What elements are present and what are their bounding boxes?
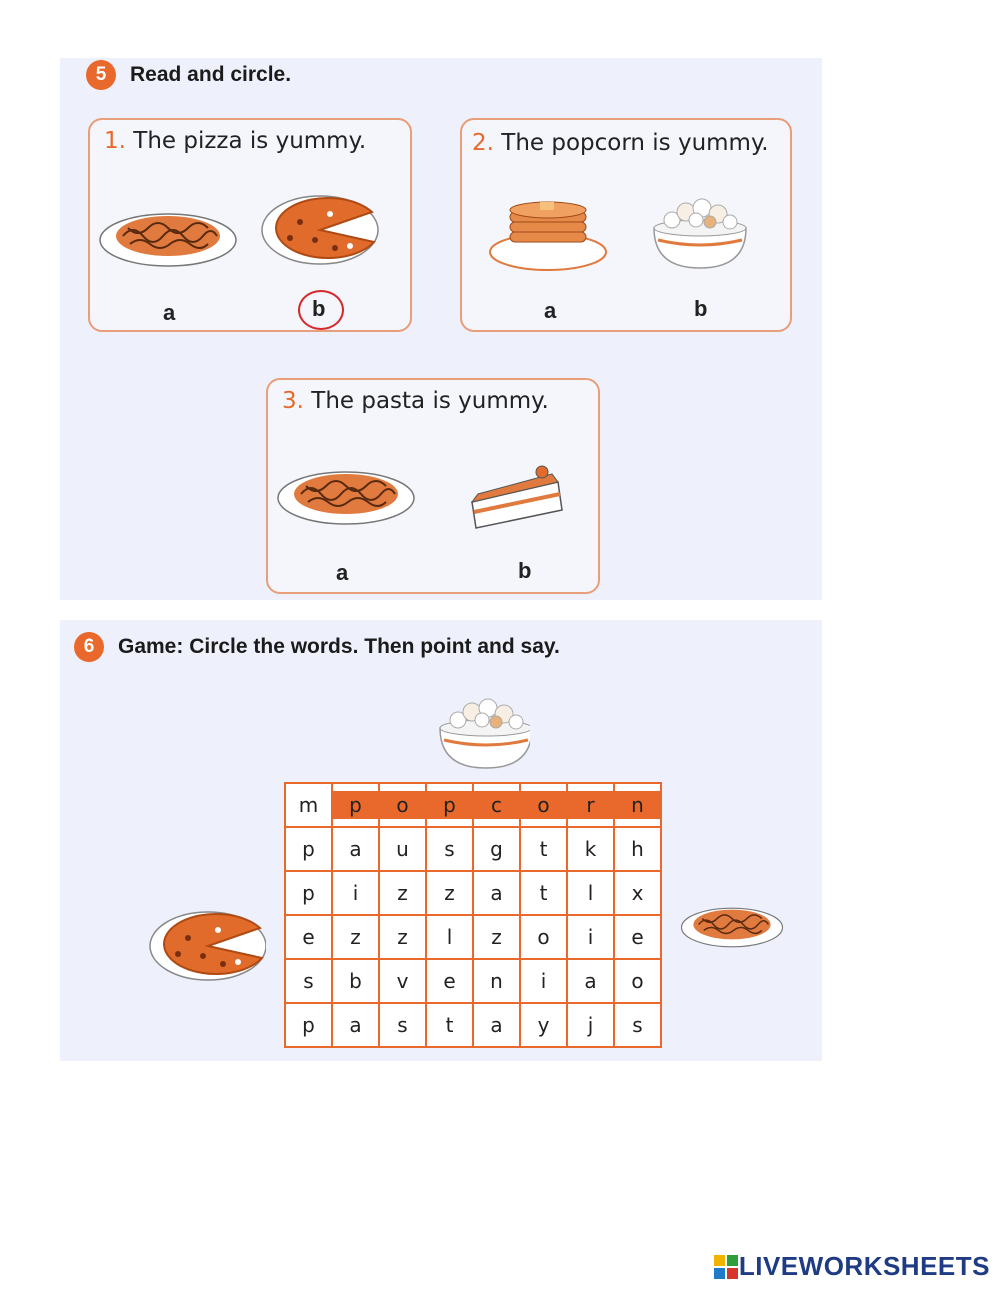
grid-letter-cell[interactable] — [520, 915, 567, 959]
grid-letter: e — [443, 969, 456, 993]
grid-letter: s — [444, 837, 455, 861]
grid-letter-cell[interactable] — [332, 827, 379, 871]
grid-letter-cell[interactable] — [285, 783, 332, 827]
grid-letter-cell[interactable] — [473, 871, 520, 915]
grid-letter: i — [540, 969, 547, 993]
grid-letter-cell[interactable] — [520, 827, 567, 871]
question-card-3 — [266, 378, 600, 594]
grid-letter-cell[interactable] — [567, 959, 614, 1003]
exercise-number-badge: 6 — [74, 632, 104, 662]
grid-row — [285, 959, 661, 1003]
option-b[interactable]: b — [694, 296, 708, 321]
grid-row — [285, 1003, 661, 1047]
grid-letter-cell[interactable] — [473, 827, 520, 871]
grid-letter-cell[interactable] — [473, 1003, 520, 1047]
option-b[interactable]: b — [518, 558, 532, 583]
grid-row — [285, 783, 661, 827]
grid-letter: e — [631, 925, 644, 949]
grid-letter: u — [396, 837, 409, 861]
grid-letter-cell[interactable] — [426, 1003, 473, 1047]
grid-letter-cell[interactable] — [332, 1003, 379, 1047]
grid-letter: r — [568, 791, 613, 819]
grid-letter: i — [352, 881, 359, 905]
grid-letter-cell[interactable] — [567, 1003, 614, 1047]
grid-letter-cell[interactable] — [567, 871, 614, 915]
grid-letter-cell[interactable] — [520, 783, 567, 827]
grid-letter-cell[interactable] — [614, 959, 661, 1003]
grid-letter-cell[interactable] — [473, 783, 520, 827]
grid-letter: a — [349, 1013, 362, 1037]
grid-letter: b — [349, 969, 362, 993]
grid-letter: t — [539, 837, 548, 861]
question-number: 2. — [472, 130, 494, 156]
grid-letter-cell[interactable] — [614, 915, 661, 959]
grid-row — [285, 871, 661, 915]
question-card-2 — [460, 118, 792, 332]
grid-letter-cell[interactable] — [285, 959, 332, 1003]
question-sentence — [472, 130, 769, 156]
grid-letter-cell[interactable] — [379, 827, 426, 871]
pasta-plate-image — [680, 896, 784, 956]
grid-letter-cell[interactable] — [332, 871, 379, 915]
grid-letter-cell[interactable] — [379, 915, 426, 959]
grid-letter: e — [302, 925, 315, 949]
grid-letter-cell[interactable] — [285, 827, 332, 871]
grid-letter-cell[interactable] — [567, 915, 614, 959]
exercise-6-heading — [74, 632, 560, 662]
grid-row — [285, 827, 661, 871]
pizza-image[interactable] — [260, 190, 380, 270]
grid-letter: k — [584, 837, 597, 861]
grid-letter-cell[interactable] — [520, 871, 567, 915]
grid-letter: p — [302, 881, 315, 905]
popcorn-bowl-image[interactable] — [650, 190, 750, 274]
grid-letter-cell[interactable] — [379, 783, 426, 827]
grid-letter-cell[interactable] — [379, 959, 426, 1003]
grid-letter-cell[interactable] — [426, 915, 473, 959]
grid-letter-cell[interactable] — [426, 959, 473, 1003]
word-search-grid — [284, 782, 662, 1048]
grid-letter: m — [298, 793, 319, 817]
grid-letter-cell[interactable] — [614, 871, 661, 915]
grid-letter: o — [521, 791, 566, 819]
grid-row — [285, 915, 661, 959]
option-b[interactable]: b — [312, 296, 326, 321]
grid-letter-cell[interactable] — [614, 783, 661, 827]
grid-letter: z — [350, 925, 361, 949]
grid-letter: a — [349, 837, 362, 861]
spaghetti-plate-image[interactable] — [98, 198, 238, 268]
grid-letter: h — [631, 837, 644, 861]
grid-letter-cell[interactable] — [614, 827, 661, 871]
exercise-number-badge: 5 — [86, 60, 116, 90]
exercise-title: Game: Circle the words. Then point and say. — [118, 635, 560, 658]
grid-letter: z — [397, 881, 408, 905]
grid-letter: n — [615, 791, 660, 819]
logo-text: LIVEWORKSHEETS — [738, 1251, 990, 1281]
question-sentence — [282, 388, 549, 414]
grid-letter: p — [302, 837, 315, 861]
grid-letter: p — [427, 791, 472, 819]
grid-letter-cell[interactable] — [473, 915, 520, 959]
grid-letter: z — [491, 925, 502, 949]
pancakes-image[interactable] — [488, 196, 610, 276]
option-a[interactable]: a — [544, 298, 557, 323]
grid-letter-cell[interactable] — [426, 827, 473, 871]
exercise-5-heading — [86, 60, 291, 90]
grid-letter: a — [584, 969, 597, 993]
exercise-title: Read and circle. — [130, 63, 292, 86]
grid-letter: v — [396, 969, 409, 993]
question-number: 3. — [282, 388, 304, 414]
pizza-image — [148, 906, 266, 984]
grid-letter-cell[interactable] — [332, 959, 379, 1003]
grid-letter: y — [537, 1013, 550, 1037]
grid-letter: t — [445, 1013, 454, 1037]
question-text: The popcorn is yummy. — [501, 130, 769, 156]
grid-letter: z — [397, 925, 408, 949]
grid-letter-cell[interactable] — [520, 1003, 567, 1047]
grid-letter-cell[interactable] — [426, 783, 473, 827]
grid-letter-cell[interactable] — [520, 959, 567, 1003]
grid-letter-cell[interactable] — [285, 915, 332, 959]
grid-letter-cell[interactable] — [426, 871, 473, 915]
grid-letter: s — [397, 1013, 408, 1037]
option-a[interactable]: a — [163, 300, 176, 325]
grid-letter: j — [587, 1013, 594, 1037]
grid-letter: l — [446, 925, 453, 949]
pasta-plate-image[interactable] — [276, 456, 416, 526]
grid-letter-cell[interactable] — [567, 827, 614, 871]
grid-letter: t — [539, 881, 548, 905]
grid-letter: s — [303, 969, 314, 993]
grid-letter-cell[interactable] — [332, 915, 379, 959]
question-card-1 — [88, 118, 412, 332]
grid-letter-cell[interactable] — [332, 783, 379, 827]
grid-letter: o — [537, 925, 550, 949]
option-a[interactable]: a — [336, 560, 349, 585]
grid-letter-cell[interactable] — [379, 1003, 426, 1047]
grid-letter-cell[interactable] — [473, 959, 520, 1003]
grid-letter: x — [631, 881, 644, 905]
grid-letter: n — [490, 969, 503, 993]
grid-letter-cell[interactable] — [379, 871, 426, 915]
grid-letter: i — [587, 925, 594, 949]
grid-letter: p — [302, 1013, 315, 1037]
grid-letter: l — [587, 881, 594, 905]
grid-letter: o — [631, 969, 644, 993]
grid-letter: a — [490, 881, 503, 905]
grid-letter-cell[interactable] — [614, 1003, 661, 1047]
grid-letter: c — [474, 791, 519, 819]
logo-blocks-icon — [713, 1254, 739, 1280]
question-number: 1. — [104, 128, 126, 154]
grid-letter: z — [444, 881, 455, 905]
grid-letter: g — [490, 837, 503, 861]
grid-letter-cell[interactable] — [567, 783, 614, 827]
question-text: The pasta is yummy. — [311, 388, 549, 414]
grid-letter: a — [490, 1013, 503, 1037]
grid-letter: s — [632, 1013, 643, 1037]
grid-letter-cell[interactable] — [285, 871, 332, 915]
grid-letter: o — [380, 791, 425, 819]
question-text: The pizza is yummy. — [133, 128, 367, 154]
liveworksheets-logo — [713, 1251, 990, 1282]
popcorn-bowl-image — [436, 690, 530, 770]
grid-letter: p — [333, 791, 378, 819]
grid-letter-cell[interactable] — [285, 1003, 332, 1047]
cake-slice-image[interactable] — [468, 462, 568, 532]
exercise-5-panel — [60, 58, 822, 600]
question-sentence — [104, 128, 366, 154]
